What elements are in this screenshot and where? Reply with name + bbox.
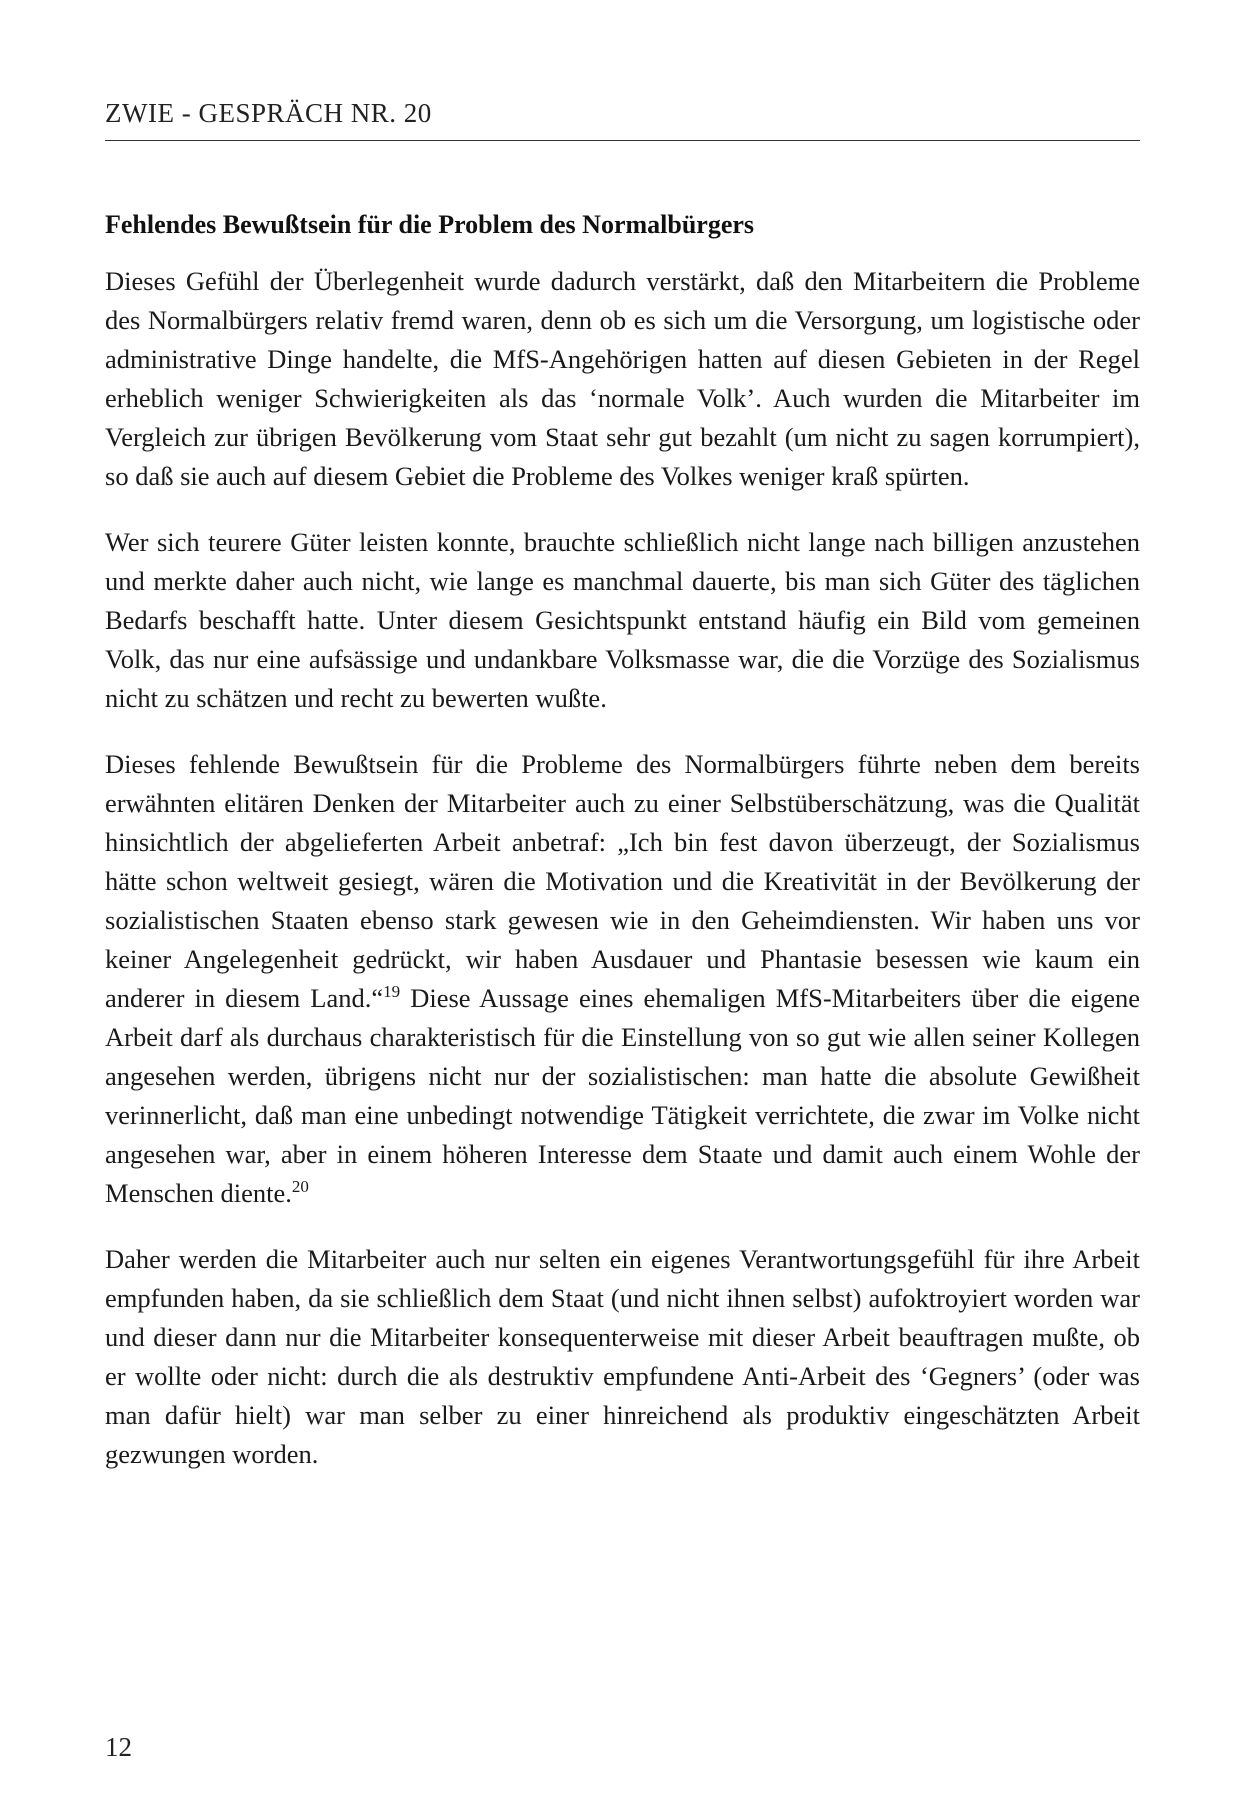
footnote-ref-19: 19 (383, 982, 401, 1002)
body-text (105, 262, 1140, 1501)
footnote-ref-20: 20 (291, 1177, 309, 1197)
header-rule (105, 140, 1140, 141)
page-number: 12 (105, 1732, 132, 1762)
paragraph-3-text-a: Dieses fehlende Bewußtsein für die Probleme des Normalbürgers führte neben dem bereits erwähnten elitären Denken der Mitarbeiter auch zu einer Selbstüberschätzung, was die Qualität hinsichtlich der abgelieferten Arbeit anbetraf: „Ich bin fest davon überzeugt, der Sozialismus hätte schon weltweit gesiegt, wären die Motivation und die Kreativität in der Bevölkerung der sozialistischen Staaten ebenso stark gewesen wie in den Geheimdiensten. Wir haben uns vor keiner Angelegenheit gedrückt, wir haben Ausdauer und Phantasie besessen wie kaum ein anderer in diesem Land.“ (105, 749, 1140, 1013)
paragraph-3-text-b: Diese Aussage eines ehemaligen MfS-Mitarbeiters über die eigene Arbeit darf als durchaus charakteristisch für die Einstellung von so gut wie allen seiner Kollegen angesehen werden, übrigens nicht nur der sozialistischen: man hatte die absolute Gewißheit verinnerlicht, daß man eine unbedingt notwendige Tätigkeit verrichtete, die zwar im Volke nicht angesehen war, aber in einem höheren Interesse dem Staate und damit auch einem Wohle der Menschen diente. (105, 983, 1140, 1208)
paragraph-3 (105, 745, 1140, 1213)
running-header: ZWIE - GESPRÄCH NR. 20 (105, 98, 432, 128)
paragraph-1: Dieses Gefühl der Überlegenheit wurde dadurch verstärkt, daß den Mitarbeitern die Probleme des Normalbürgers relativ fremd waren, denn ob es sich um die Versorgung, um logistische oder administrative Dinge handelte, die MfS-Angehörigen hatten auf diesen Gebieten in der Regel erheblich weniger Schwierigkeiten als das ‘normale Volk’. Auch wurden die Mitarbeiter im Vergleich zur übrigen Bevölkerung vom Staat sehr gut bezahlt (um nicht zu sagen korrumpiert), so daß sie auch auf diesem Gebiet die Probleme des Volkes weniger kraß spürten. (105, 266, 1140, 491)
paragraph-2: Wer sich teurere Güter leisten konnte, brauchte schließlich nicht lange nach billigen anzustehen und merkte daher auch nicht, wie lange es manchmal dauerte, bis man sich Güter des täglichen Bedarfs beschafft hatte. Unter diesem Gesichtspunkt entstand häufig ein Bild vom gemeinen Volk, das nur eine aufsässige und undankbare Volksmasse war, die die Vorzüge des Sozialismus nicht zu schätzen und recht zu bewerten wußte. (105, 527, 1140, 713)
paragraph-4: Daher werden die Mitarbeiter auch nur selten ein eigenes Verantwortungsgefühl für ihre Arbeit empfunden haben, da sie schließlich dem Staat (und nicht ihnen selbst) aufoktroyiert worden war und dieser dann nur die Mitarbeiter konsequenterweise mit dieser Arbeit beauftragen mußte, ob er wollte oder nicht: durch die als destruktiv empfundene Anti-Arbeit des ‘Gegners’ (oder was man dafür hielt) war man selber zu einer hinreichend als produktiv eingeschätzten Arbeit gezwungen worden. (105, 1244, 1140, 1469)
section-heading: Fehlendes Bewußtsein für die Problem des Normalbürgers (105, 210, 755, 239)
